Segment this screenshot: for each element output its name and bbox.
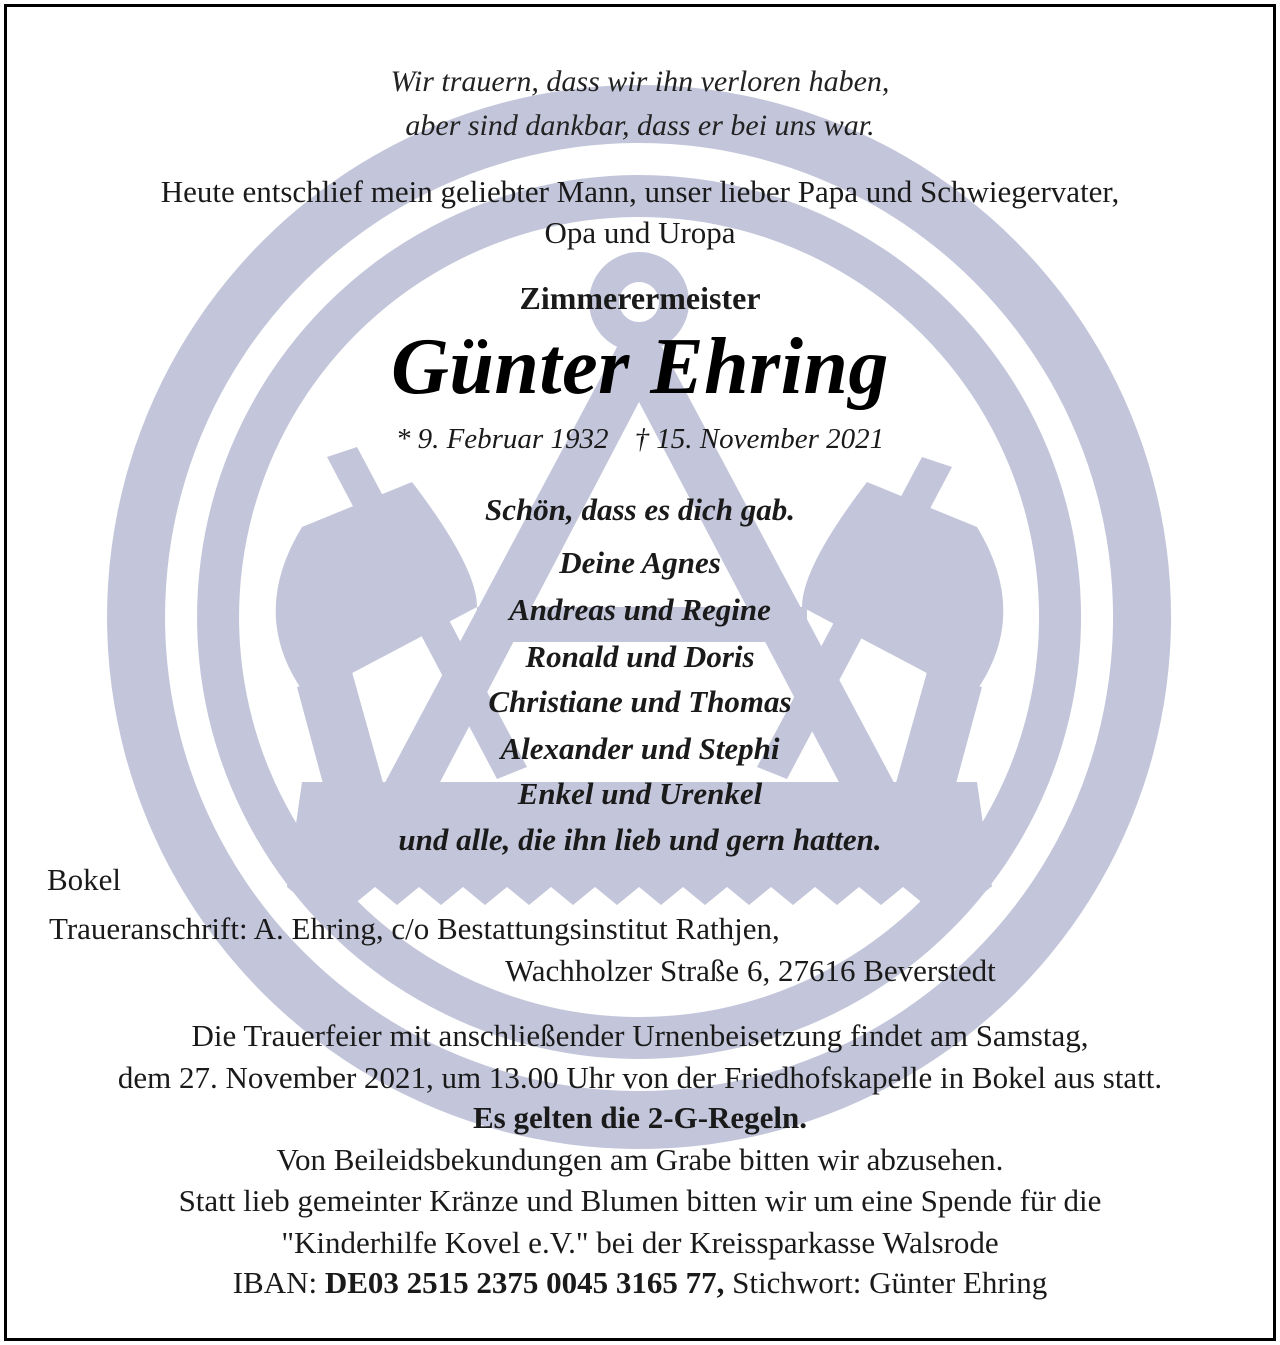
- funeral-line-2: dem 27. November 2021, um 13.00 Uhr von der Friedhofskapelle in Bokel aus statt.: [117, 1060, 1163, 1095]
- motto-line-1: Wir trauern, dass wir ihn verloren haben,: [390, 65, 890, 98]
- notice-text: [7, 7, 1273, 1338]
- farewell-line: Schön, dass es dich gab.: [484, 492, 796, 527]
- mourner-line: Ronald und Doris: [525, 639, 755, 674]
- mourner-line: Andreas und Regine: [509, 592, 771, 627]
- birth-date: * 9. Februar 1932: [395, 423, 609, 455]
- deceased-name: Günter Ehring: [391, 323, 889, 411]
- death-date: † 15. November 2021: [634, 423, 885, 455]
- iban-line: [7, 1265, 1273, 1301]
- iban-label: IBAN:: [232, 1265, 318, 1300]
- intro-line-1: Heute entschlief mein geliebter Mann, unser lieber Papa und Schwiegervater,: [160, 174, 1120, 209]
- mourner-line: Enkel und Urenkel: [517, 776, 763, 811]
- condolences-line: Von Beileidsbekundungen am Grabe bitten wir abzusehen.: [276, 1142, 1004, 1177]
- mourner-line: Alexander und Stephi: [500, 731, 780, 766]
- iban-number: DE03 2515 2375 0045 3165 77,: [324, 1265, 725, 1300]
- donation-line-1: Statt lieb gemeinter Kränze und Blumen bitten wir um eine Spende für die: [178, 1183, 1102, 1218]
- mourner-line: Christiane und Thomas: [488, 684, 792, 719]
- place-name: Bokel: [47, 862, 122, 897]
- funeral-line-1: Die Trauerfeier mit anschließender Urnenbeisetzung findet am Samstag,: [191, 1018, 1089, 1053]
- donation-line-2: "Kinderhilfe Kovel e.V." bei der Kreissparkasse Walsrode: [281, 1225, 999, 1260]
- rules-line: Es gelten die 2-G-Regeln.: [472, 1100, 808, 1135]
- mourner-line: Deine Agnes: [559, 545, 721, 580]
- address-line-1: Traueranschrift: A. Ehring, c/o Bestattungsinstitut Rathjen,: [49, 911, 780, 946]
- profession-title: Zimmerermeister: [519, 280, 761, 316]
- address-line-2: Wachholzer Straße 6, 27616 Beverstedt: [505, 953, 996, 988]
- motto-line-2: aber sind dankbar, dass er bei uns war.: [405, 109, 875, 142]
- mourner-line: und alle, die ihn lieb und gern hatten.: [398, 822, 882, 857]
- obituary-notice: [4, 4, 1276, 1341]
- keyword-text: Stichwort: Günter Ehring: [732, 1265, 1048, 1300]
- life-dates: [7, 423, 1273, 456]
- intro-line-2: Opa und Uropa: [544, 215, 736, 250]
